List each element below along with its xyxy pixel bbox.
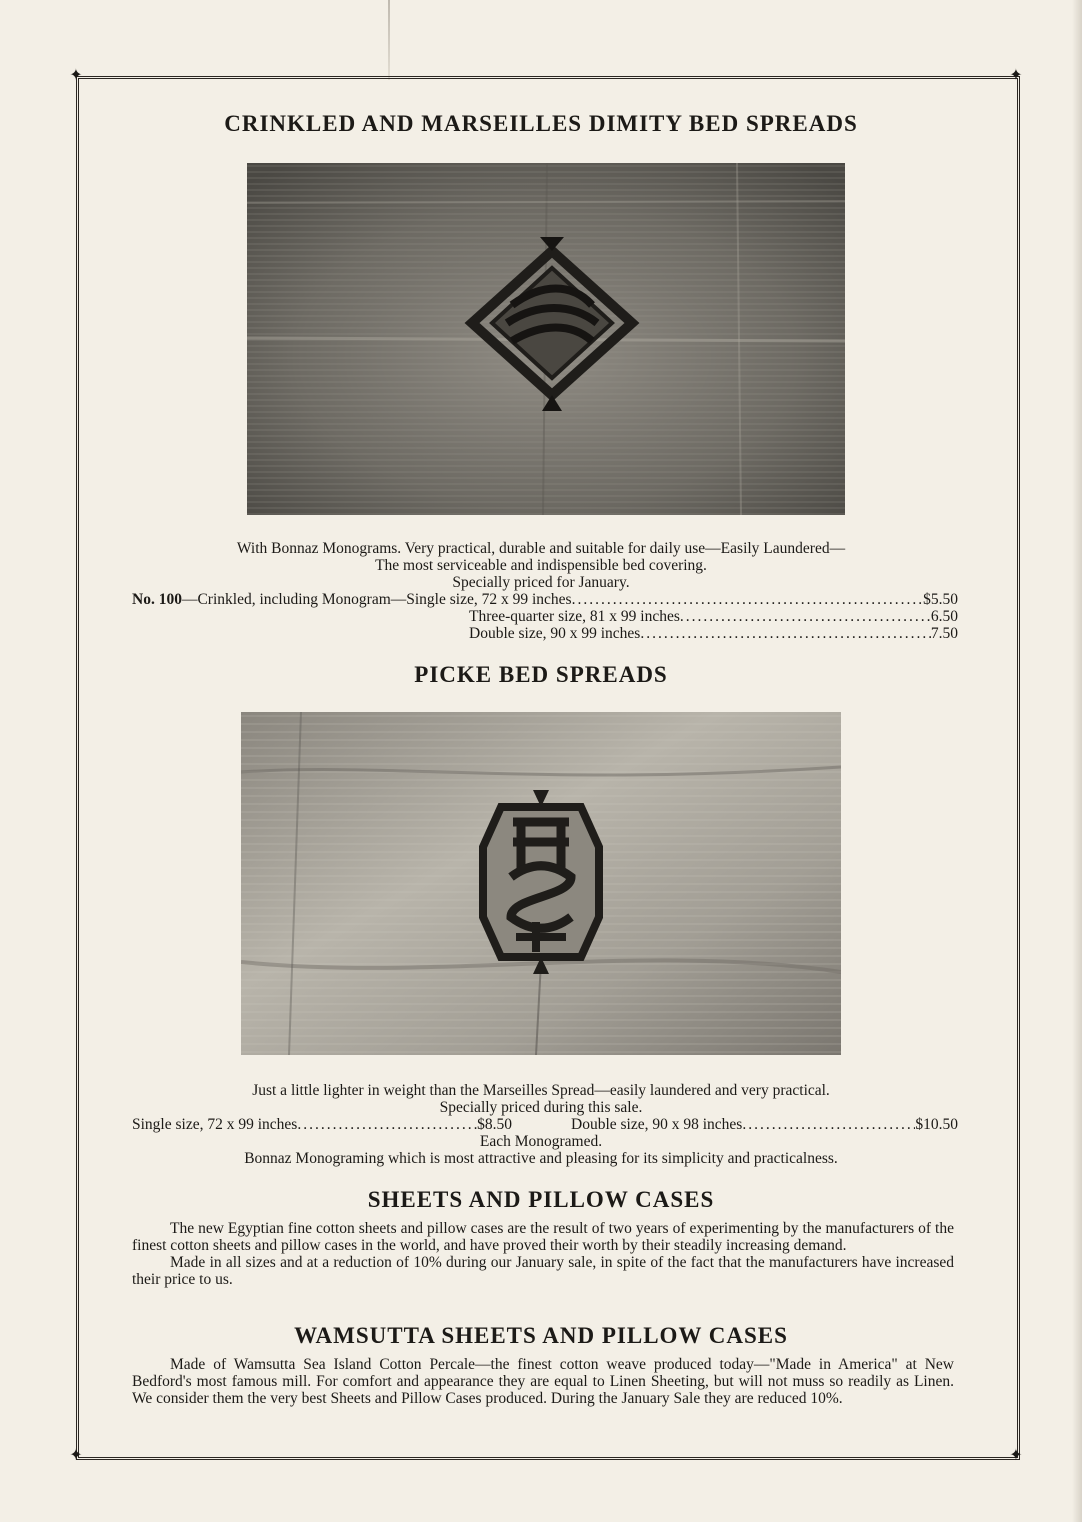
- paragraph: The new Egyptian fine cotton sheets and pillow cases are the result of two years of experimenting by the manufacturers of the finest cotton sheets and pillow cases in the world, and have proved their worth by their steadily increasing demand.: [132, 1220, 954, 1254]
- size-label: Double size, 90 x 99 inches: [469, 625, 641, 642]
- price-row-double: [469, 625, 958, 642]
- special-price-note: Specially priced for January.: [452, 574, 630, 591]
- price-value: 7.50: [930, 625, 958, 642]
- page-edge-shadow: [1072, 0, 1082, 1522]
- bedspread-photo-crinkled: [247, 163, 845, 515]
- monogram-shield-icon: [483, 790, 599, 974]
- item-description: —Crinkled, including Monogram—Single size, 72 x 99 inches: [181, 591, 572, 608]
- sheets-body: [132, 1220, 954, 1288]
- wamsutta-body: [132, 1356, 954, 1407]
- size-label: Single size, 72 x 99 inches: [132, 1116, 298, 1133]
- price-row-three-quarter: [469, 608, 958, 625]
- price-row-single: [132, 591, 958, 608]
- corner-ornament-icon: ✦: [69, 1447, 83, 1464]
- closing-line: Bonnaz Monograming which is most attractive and pleasing for its simplicity and practicalness.: [244, 1150, 838, 1167]
- section-title-wamsutta: WAMSUTTA SHEETS AND PILLOW CASES: [294, 1323, 788, 1348]
- paper-crease: [388, 0, 390, 80]
- size-label: Three-quarter size, 81 x 99 inches: [469, 608, 680, 625]
- size-label: Double size, 90 x 98 inches: [571, 1116, 743, 1133]
- section-title-picke: PICKE BED SPREADS: [414, 662, 668, 687]
- monogram-note: Each Monogramed.: [479, 1133, 603, 1150]
- special-price-note: Specially priced during this sale.: [439, 1099, 643, 1116]
- corner-ornament-icon: ✦: [1009, 67, 1023, 84]
- price-row-single: [132, 1116, 512, 1133]
- price-value: $5.50: [923, 591, 958, 608]
- corner-ornament-icon: ✦: [69, 67, 83, 84]
- description-line: The most serviceable and indispensible bed covering.: [375, 557, 707, 574]
- section-title-sheets: SHEETS AND PILLOW CASES: [367, 1187, 715, 1212]
- description-line: Just a little lighter in weight than the Marseilles Spread—easily laundered and very practical.: [252, 1082, 830, 1099]
- price-value: $10.50: [915, 1116, 958, 1133]
- corner-ornament-icon: ✦: [1009, 1447, 1023, 1464]
- section-title-crinkled: CRINKLED AND MARSEILLES DIMITY BED SPREADS: [224, 111, 858, 136]
- description-line: With Bonnaz Monograms. Very practical, durable and suitable for daily use—Easily Laundered—: [236, 540, 846, 557]
- price-value: $8.50: [477, 1116, 512, 1133]
- price-value: 6.50: [930, 608, 958, 625]
- paragraph: Made of Wamsutta Sea Island Cotton Percale—the finest cotton weave produced today—"Made in America" at New Bedford's most famous mill. For comfort and appearance they are equal to Linen Sheeting, but will not muss so readily as Linen. We consider them the very best Sheets and Pillow Cases produced. During the January Sale they are reduced 10%.: [132, 1356, 954, 1407]
- item-number: No. 100: [132, 591, 182, 608]
- paragraph: Made in all sizes and at a reduction of 10% during our January sale, in spite of the fact that the manufacturers have increased their price to us.: [132, 1254, 954, 1288]
- price-row-double: [571, 1116, 958, 1133]
- bedspread-photo-picke: [241, 712, 841, 1055]
